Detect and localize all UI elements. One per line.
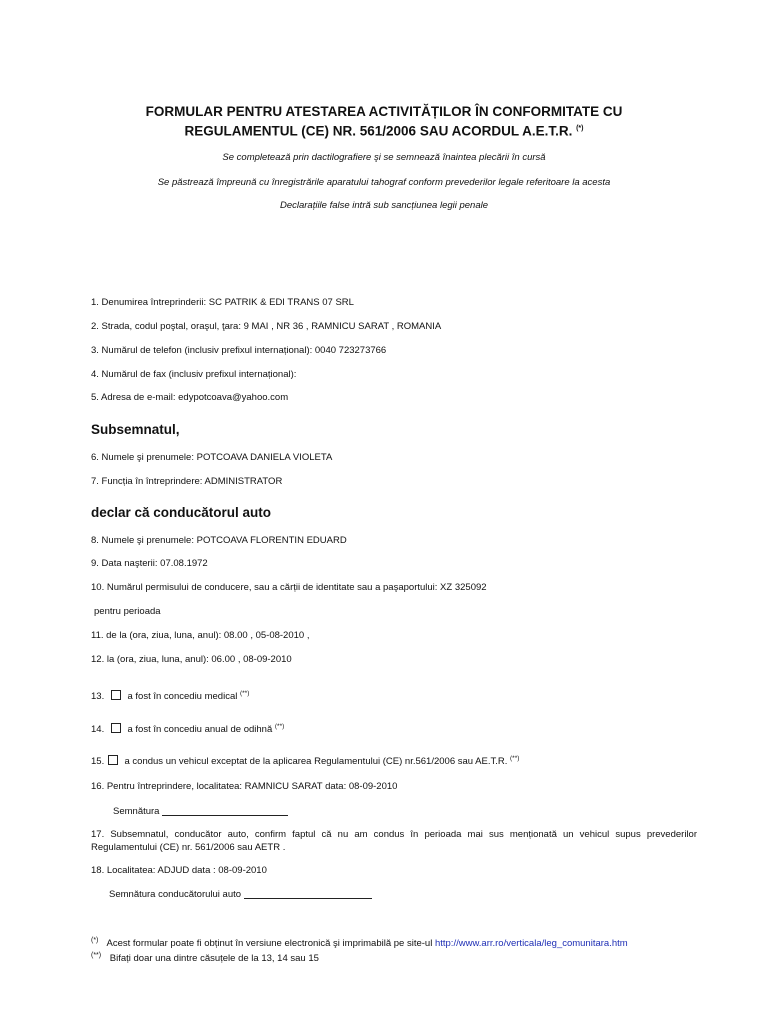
driver-confirmation-text: 17. Subsemnatul, conducător auto, confirm faptul că nu am condus în perioada mai sus menționată un vehicul supus prevederilor Regulamentului (CE) nr. 561/2006 sau AETR . <box>91 829 697 853</box>
footnote-2-mark: (**) <box>91 952 102 959</box>
period-label: pentru perioada <box>94 606 161 617</box>
option-13-label: a fost în concediu medical <box>127 691 238 703</box>
company-phone-field: 3. Numărul de telefon (inclusiv prefixul internațional): 0040 723273766 <box>91 345 387 356</box>
company-signature-label: Semnătura <box>113 806 160 817</box>
form-title <box>60 103 708 140</box>
instruction-note-1: Se completează prin dactilografiere şi se semnează înaintea plecării în cursă <box>222 152 546 163</box>
period-start-field: 11. de la (ora, ziua, luna, anul): 08.00 , 05-08-2010 , <box>91 630 310 641</box>
company-name-field: 1. Denumirea întreprinderii: SC PATRIK & EDI TRANS 07 SRL <box>91 297 354 308</box>
driver-license-field: 10. Numărul permisului de conducere, sau a cărții de identitate sau a paşaportului: XZ 325092 <box>91 582 487 593</box>
company-fax-field: 4. Numărul de fax (inclusiv prefixul internațional): <box>91 369 297 380</box>
option-exempt-vehicle <box>91 755 519 767</box>
instruction-note-2: Se păstrează împreună cu înregistrările aparatului tahograf conform prevederilor legale referitoare la acesta <box>157 177 611 188</box>
footnote-1 <box>91 937 628 949</box>
option-annual-leave <box>91 723 284 735</box>
option-14-label: a fost în concediu anual de odihnă <box>127 724 273 736</box>
driver-name-field: 8. Numele şi prenumele: POTCOAVA FLORENTIN EDUARD <box>91 535 347 546</box>
medical-leave-checkbox[interactable] <box>111 690 121 700</box>
undersigned-name-field: 6. Numele şi prenumele: POTCOAVA DANIELA VIOLETA <box>91 452 333 463</box>
company-email-field: 5. Adresa de e-mail: edypotcoava@yahoo.com <box>91 392 289 403</box>
exempt-vehicle-checkbox[interactable] <box>108 755 118 765</box>
title-line-1: FORMULAR PENTRU ATESTAREA ACTIVITĂȚILOR ÎN CONFORMITATE CU <box>145 104 623 119</box>
option-13-number: 13. <box>91 691 105 703</box>
option-medical-leave <box>91 690 249 702</box>
option-14-footnote-mark: (**) <box>274 723 285 730</box>
footnote-1-mark: (*) <box>91 937 99 944</box>
arr-website-link[interactable]: http://www.arr.ro/verticala/leg_comunitara.htm <box>434 938 628 950</box>
option-15-label: a condus un vehicul exceptat de la aplicarea Regulamentului (CE) nr.561/2006 sau AE.T.R. <box>124 756 508 768</box>
period-end-field: 12. la (ora, ziua, luna, anul): 06.00 , 08-09-2010 <box>91 654 292 665</box>
driver-signature-line[interactable] <box>244 898 372 899</box>
company-signature-line[interactable] <box>162 815 288 816</box>
footnote-1-text: Acest formular poate fi obținut în versiune electronică şi imprimabilă pe site-ul <box>106 938 433 950</box>
company-address-field: 2. Strada, codul poştal, oraşul, ţara: 9 MAI , NR 36 , RAMNICU SARAT , ROMANIA <box>91 321 442 332</box>
driver-sign-place-date: 18. Localitatea: ADJUD data : 08-09-2010 <box>91 865 267 876</box>
company-signature-row <box>113 806 288 817</box>
instruction-note-3: Declarațiile false intră sub sancțiunea legii penale <box>279 200 489 211</box>
option-15-number: 15. <box>91 756 105 768</box>
annual-leave-checkbox[interactable] <box>111 723 121 733</box>
undersigned-heading: Subsemnatul, <box>91 422 180 437</box>
title-footnote-mark: (*) <box>576 125 584 132</box>
footnote-2-text: Bifați doar una dintre căsuțele de la 13, 14 sau 15 <box>109 953 319 965</box>
footnote-2 <box>91 952 319 964</box>
undersigned-role-field: 7. Funcția în întreprindere: ADMINISTRATOR <box>91 476 283 487</box>
driver-birthdate-field: 9. Data naşterii: 07.08.1972 <box>91 558 208 569</box>
title-line-2-text: REGULAMENTUL (CE) NR. 561/2006 SAU ACORDUL A.E.T.R. <box>184 123 573 139</box>
driver-signature-label: Semnătura conducătorului auto <box>109 889 242 900</box>
option-13-footnote-mark: (**) <box>239 690 250 697</box>
driver-signature-row <box>109 889 372 900</box>
company-sign-place-date: 16. Pentru întreprindere, localitatea: RAMNICU SARAT data: 08-09-2010 <box>91 781 398 792</box>
option-14-number: 14. <box>91 724 105 736</box>
option-15-footnote-mark: (**) <box>510 755 520 762</box>
title-line-2 <box>60 120 708 140</box>
driver-heading: declar că conducătorul auto <box>91 505 272 520</box>
